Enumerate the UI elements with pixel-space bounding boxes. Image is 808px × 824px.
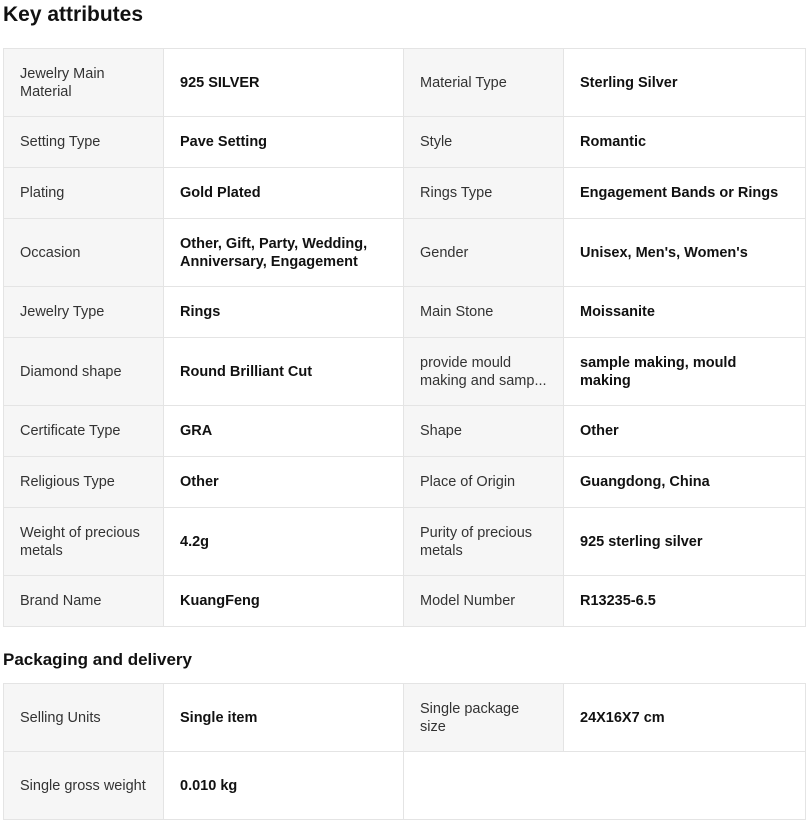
attribute-value: Gold Plated (164, 168, 404, 219)
attribute-label: Style (404, 117, 564, 168)
empty-cell (404, 752, 806, 820)
attribute-value: sample making, mould making (564, 338, 806, 406)
attribute-value: Engagement Bands or Rings (564, 168, 806, 219)
attribute-value: Round Brilliant Cut (164, 338, 404, 406)
attribute-label: Occasion (4, 219, 164, 287)
table-row (4, 406, 806, 457)
table-row (4, 49, 806, 117)
attribute-value: Rings (164, 287, 404, 338)
attribute-label: Weight of precious metals (4, 508, 164, 576)
attribute-label: Single gross weight (4, 752, 164, 820)
attribute-value: 925 SILVER (164, 49, 404, 117)
attribute-value: 925 sterling silver (564, 508, 806, 576)
packaging-delivery-title: Packaging and delivery (3, 650, 192, 669)
attribute-label: Model Number (404, 576, 564, 627)
table-row (4, 576, 806, 627)
attribute-value: Other (164, 457, 404, 508)
attribute-label: Single package size (404, 684, 564, 752)
attribute-value: 4.2g (164, 508, 404, 576)
table-row (4, 684, 806, 752)
table-row (4, 168, 806, 219)
table-row (4, 287, 806, 338)
attribute-label: Rings Type (404, 168, 564, 219)
attribute-label: Diamond shape (4, 338, 164, 406)
attribute-label-truncated: provide mould making and samp... (404, 338, 564, 406)
attribute-label: Plating (4, 168, 164, 219)
attribute-label: Main Stone (404, 287, 564, 338)
attribute-label: Selling Units (4, 684, 164, 752)
table-row (4, 219, 806, 287)
attribute-value: Other, Gift, Party, Wedding, Anniversary, Engagement (164, 219, 404, 287)
attribute-label: Material Type (404, 49, 564, 117)
table-row (4, 508, 806, 576)
attribute-value: Moissanite (564, 287, 806, 338)
attribute-value: GRA (164, 406, 404, 457)
key-attributes-title: Key attributes (3, 3, 144, 26)
attribute-value: Guangdong, China (564, 457, 806, 508)
attribute-value: 0.010 kg (164, 752, 404, 820)
attribute-value: Other (564, 406, 806, 457)
attribute-value: Single item (164, 684, 404, 752)
packaging-table (3, 683, 806, 820)
attribute-label: Certificate Type (4, 406, 164, 457)
table-row (4, 338, 806, 406)
attribute-value: 24X16X7 cm (564, 684, 806, 752)
key-attributes-table (3, 48, 806, 627)
attribute-value: Romantic (564, 117, 806, 168)
attribute-value: Sterling Silver (564, 49, 806, 117)
table-row (4, 117, 806, 168)
table-row (4, 752, 806, 820)
attribute-label: Place of Origin (404, 457, 564, 508)
attribute-value: KuangFeng (164, 576, 404, 627)
table-row (4, 457, 806, 508)
attribute-label: Jewelry Type (4, 287, 164, 338)
attribute-label: Purity of precious metals (404, 508, 564, 576)
attribute-label: Gender (404, 219, 564, 287)
attribute-value: R13235-6.5 (564, 576, 806, 627)
attribute-value: Unisex, Men's, Women's (564, 219, 806, 287)
attribute-label: Shape (404, 406, 564, 457)
attribute-label: Setting Type (4, 117, 164, 168)
attribute-label: Jewelry Main Material (4, 49, 164, 117)
attribute-label: Religious Type (4, 457, 164, 508)
attribute-value: Pave Setting (164, 117, 404, 168)
attribute-label: Brand Name (4, 576, 164, 627)
